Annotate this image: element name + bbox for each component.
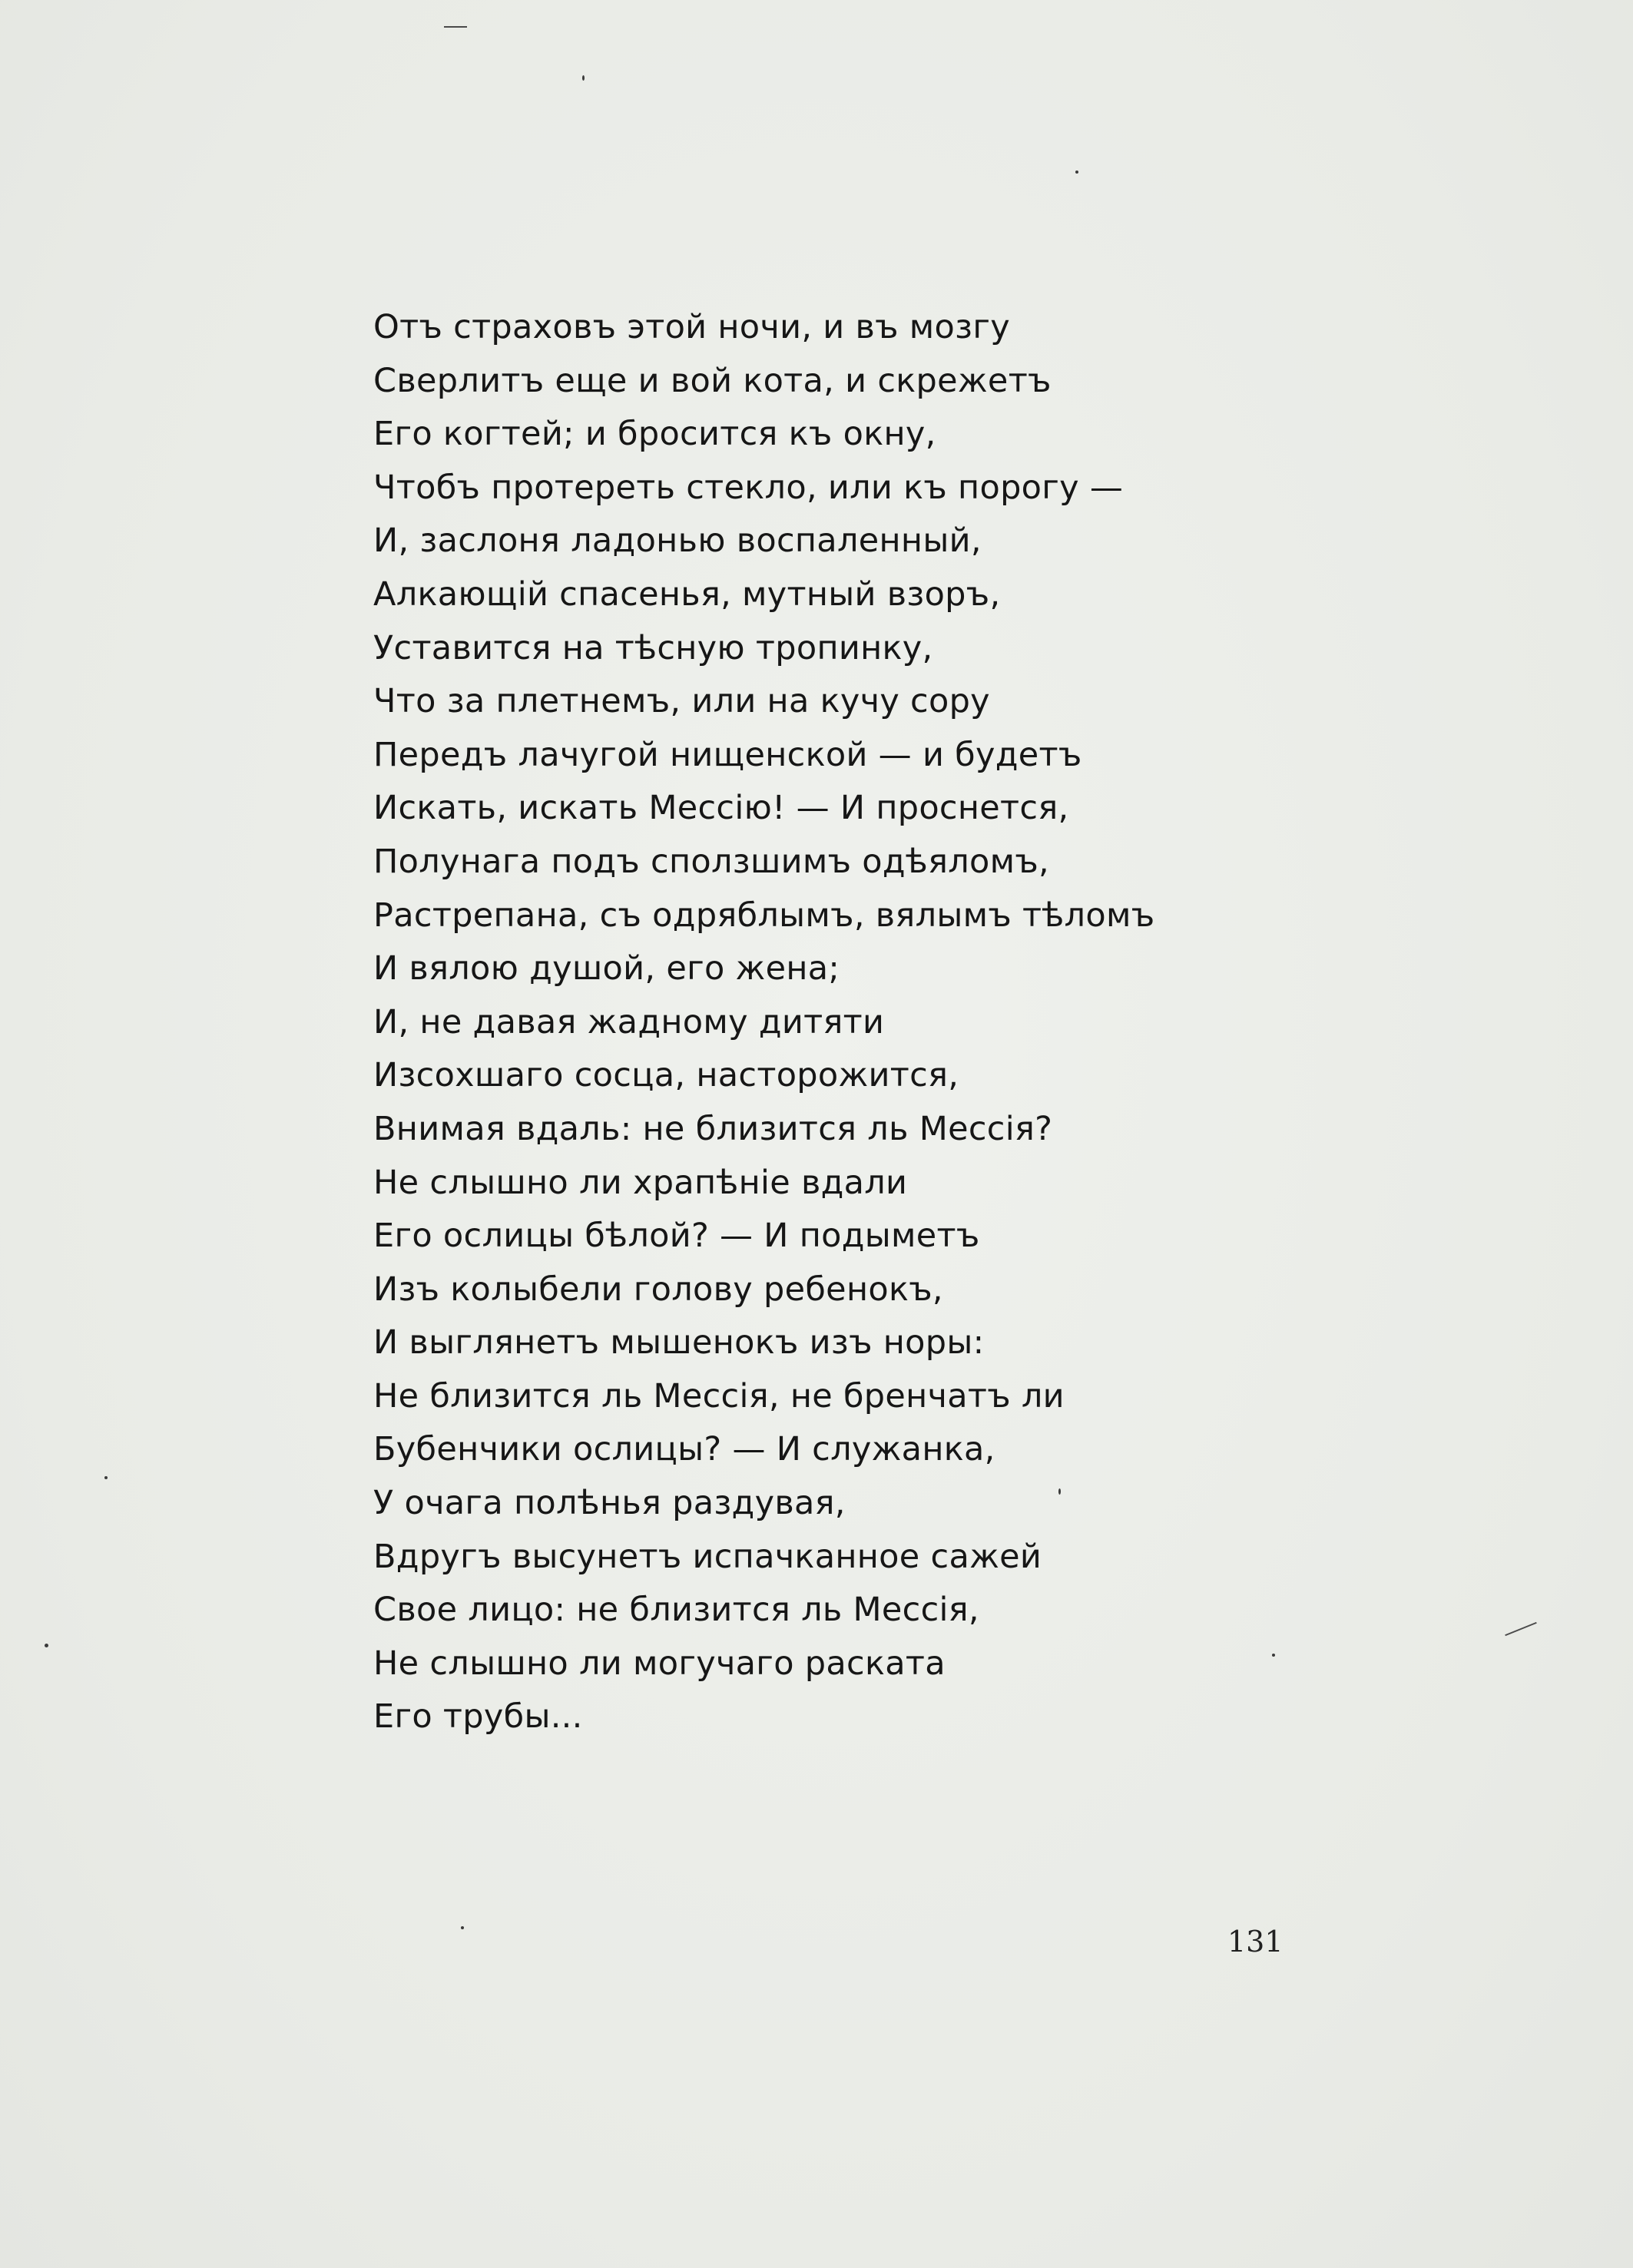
poem-line: Не близится ль Мессія, не бренчатъ ли [373, 1376, 1065, 1415]
scan-speck [104, 1476, 108, 1479]
poem-line: Его трубы... [373, 1697, 583, 1737]
poem-text [373, 301, 1372, 1744]
poem-line: Не слышно ли могучаго раската [373, 1644, 946, 1683]
poem-line: Искать, искать Мессію! — И проснется, [373, 789, 1069, 828]
poem-line: Алкающій спасенья, мутный взоръ, [373, 574, 1001, 614]
poem-line: Чтобъ протереть стекло, или къ порогу — [373, 468, 1124, 507]
poem-line: Растрепана, съ одряблымъ, вялымъ тѣломъ [373, 896, 1155, 935]
poem-line: Передъ лачугой нищенской — и будетъ [373, 735, 1082, 774]
scan-speck [461, 1926, 464, 1929]
poem-line: У очага полѣнья раздувая, [373, 1484, 846, 1523]
scan-mark [1505, 1622, 1537, 1636]
poem-line: Полунага подъ сползшимъ одѣяломъ, [373, 842, 1050, 881]
poem-line: Его когтей; и бросится къ окну, [373, 415, 936, 454]
poem-line: Изъ колыбели голову ребенокъ, [373, 1270, 943, 1309]
poem-line: И, не давая жадному дитяти [373, 1002, 885, 1041]
poem-line: Сверлитъ еще и вой кота, и скрежетъ [373, 361, 1052, 400]
page-number: 131 [1227, 1925, 1284, 1958]
scan-speck [45, 1644, 48, 1647]
poem-line: Вдругъ высунетъ испачканное сажей [373, 1537, 1042, 1576]
poem-line: И, заслоня ладонью воспаленный, [373, 521, 982, 561]
poem-line: И вялою душой, его жена; [373, 949, 840, 988]
poem-line: Изсохшаго сосца, насторожится, [373, 1056, 959, 1095]
scan-speck [582, 75, 585, 81]
poem-line: Что за плетнемъ, или на кучу сору [373, 682, 990, 721]
poem-line: И выглянетъ мышенокъ изъ норы: [373, 1323, 985, 1362]
poem-line: Свое лицо: не близится ль Мессія, [373, 1591, 979, 1630]
poem-line: Внимая вдаль: не близится ль Мессія? [373, 1109, 1053, 1148]
poem-line: Не слышно ли храпѣніе вдали [373, 1163, 908, 1202]
poem-line: Бубенчики ослицы? — И служанка, [373, 1430, 995, 1469]
scan-speck [1075, 171, 1078, 174]
poem-line: Его ослицы бѣлой? — И подыметъ [373, 1217, 980, 1256]
scan-mark [444, 26, 467, 28]
poem-line: Уставится на тѣсную тропинку, [373, 628, 933, 667]
poem-line: Отъ страховъ этой ночи, и въ мозгу [373, 308, 1010, 346]
